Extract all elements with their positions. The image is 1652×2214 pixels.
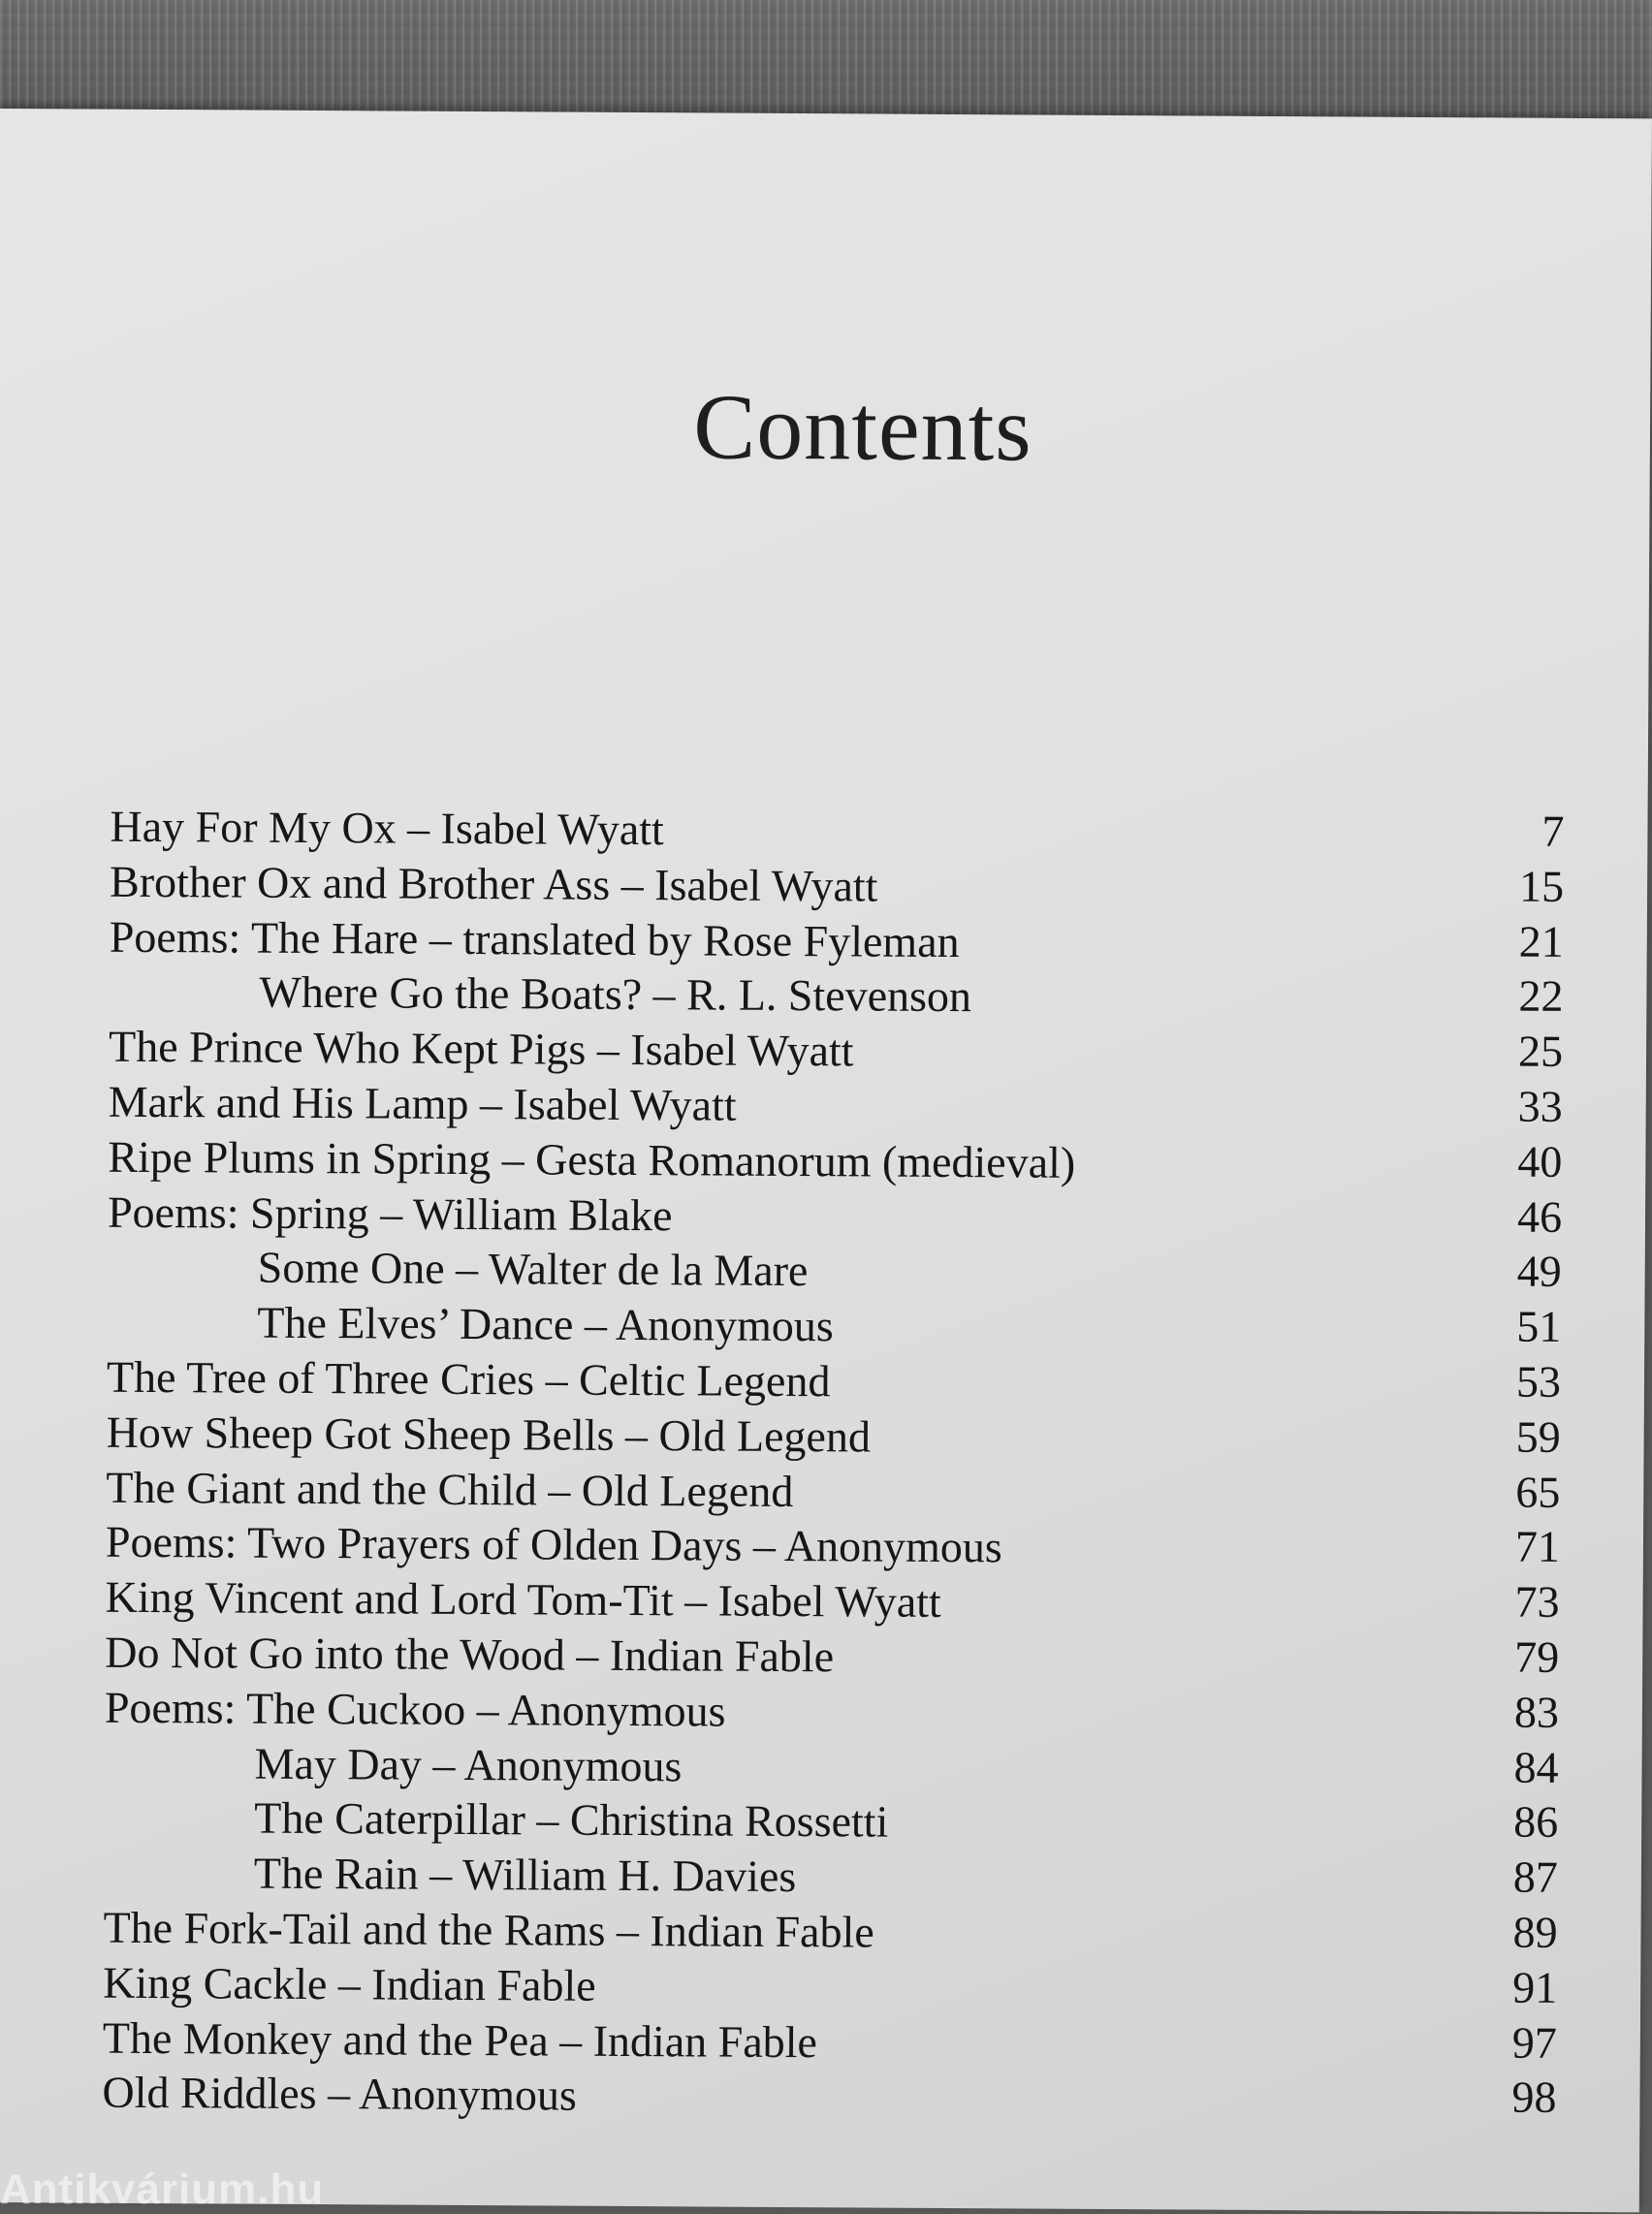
watermark-text: Antikvárium.hu	[0, 2166, 325, 2213]
toc-entry-title: The Fork-Tail and the Rams – Indian Fable	[103, 1902, 874, 1957]
toc-entry-page-number: 86	[1513, 1796, 1559, 1848]
toc-entry-page-number: 40	[1517, 1136, 1563, 1186]
toc-entry-title: Hay For My Ox – Isabel Wyatt	[110, 801, 664, 855]
toc-entry-title: The Prince Who Kept Pigs – Isabel Wyatt	[108, 1021, 854, 1076]
toc-entry	[105, 1570, 1559, 1634]
toc-entry-page-number: 65	[1515, 1467, 1561, 1517]
toc-entry	[104, 1790, 1558, 1854]
toc-entry-title: King Cackle – Indian Fable	[103, 1957, 596, 2010]
toc-entry-page-number: 91	[1512, 1962, 1558, 2012]
toc-entry-title: Poems: Two Prayers of Olden Days – Anonymous	[105, 1517, 1002, 1572]
toc-entry-title: The Monkey and the Pea – Indian Fable	[102, 2012, 818, 2067]
toc-entry-title: Where Go the Boats? – R. L. Stevenson	[259, 967, 972, 1022]
toc-entry-title: The Rain – William H. Davies	[253, 1848, 797, 1902]
toc-entry	[107, 1350, 1561, 1414]
toc-entry-title: The Elves’ Dance – Anonymous	[257, 1297, 834, 1351]
toc-entry	[103, 1901, 1557, 1965]
toc-entry-title: The Caterpillar – Christina Rossetti	[254, 1792, 889, 1847]
toc-entry-page-number: 59	[1515, 1411, 1561, 1462]
toc-entry-page-number: 79	[1514, 1631, 1560, 1682]
page-title: Contents	[693, 374, 1033, 481]
toc-entry-page-number: 22	[1518, 970, 1564, 1022]
toc-entry	[103, 1955, 1557, 2019]
toc-entry-title: Poems: Spring – William Blake	[107, 1186, 673, 1240]
toc-entry	[108, 1185, 1562, 1249]
toc-entry-title: Poems: The Hare – translated by Rose Fyleman	[109, 911, 960, 966]
toc-entry	[108, 1129, 1562, 1193]
toc-entry-page-number: 98	[1511, 2072, 1557, 2123]
toc-entry-title: Some One – Walter de la Mare	[257, 1243, 809, 1296]
toc-entry	[109, 1075, 1563, 1139]
toc-entry	[109, 1020, 1563, 1084]
toc-entry	[105, 1626, 1559, 1690]
book-page	[0, 109, 1652, 2212]
toc-entry	[104, 1846, 1558, 1910]
table-of-contents	[102, 800, 1564, 2130]
toc-entry	[106, 1515, 1560, 1579]
toc-entry-page-number: 97	[1511, 2017, 1557, 2068]
toc-entry-page-number: 25	[1517, 1026, 1564, 1077]
toc-entry	[107, 1295, 1561, 1359]
toc-entry	[103, 2010, 1557, 2074]
toc-entry	[105, 1680, 1559, 1744]
toc-entry-page-number: 33	[1517, 1081, 1563, 1131]
toc-entry-page-number: 87	[1512, 1851, 1559, 1902]
toc-entry-title: Mark and His Lamp – Isabel Wyatt	[108, 1076, 737, 1130]
toc-entry-title: The Giant and the Child – Old Legend	[106, 1462, 794, 1516]
toc-entry	[110, 800, 1564, 864]
toc-entry-title: Brother Ox and Brother Ass – Isabel Wyatt	[109, 856, 878, 911]
toc-entry	[110, 909, 1564, 973]
toc-entry-title: How Sheep Got Sheep Bells – Old Legend	[106, 1407, 872, 1462]
toc-entry-page-number: 51	[1516, 1301, 1562, 1352]
toc-entry-title: King Vincent and Lord Tom-Tit – Isabel Wyatt	[105, 1571, 941, 1628]
toc-entry	[102, 2066, 1556, 2130]
toc-entry	[106, 1405, 1560, 1469]
toc-entry-page-number: 53	[1515, 1356, 1562, 1407]
toc-entry	[109, 965, 1563, 1028]
toc-entry-title: Old Riddles – Anonymous	[102, 2068, 578, 2120]
toc-entry-title: Poems: The Cuckoo – Anonymous	[104, 1682, 726, 1736]
toc-entry-title: Ripe Plums in Spring – Gesta Romanorum (medieval)	[108, 1131, 1076, 1187]
toc-entry-page-number: 89	[1512, 1907, 1558, 1957]
toc-entry-page-number: 15	[1518, 861, 1565, 911]
toc-entry-page-number: 21	[1518, 916, 1564, 966]
toc-entry-page-number: 84	[1513, 1742, 1559, 1792]
toc-entry-page-number: 71	[1514, 1521, 1561, 1572]
toc-entry-page-number: 83	[1513, 1687, 1560, 1737]
toc-entry-title: May Day – Anonymous	[254, 1738, 683, 1790]
toc-entry	[110, 855, 1564, 919]
toc-entry-title: The Tree of Three Cries – Celtic Legend	[106, 1351, 831, 1407]
toc-entry-page-number: 7	[1541, 806, 1565, 856]
toc-entry-page-number: 46	[1516, 1191, 1563, 1242]
toc-entry-title: Do Not Go into the Wood – Indian Fable	[105, 1627, 835, 1682]
toc-entry	[108, 1240, 1562, 1304]
toc-entry-page-number: 73	[1514, 1576, 1560, 1628]
toc-entry-page-number: 49	[1516, 1246, 1562, 1297]
toc-entry	[104, 1735, 1558, 1799]
toc-entry	[106, 1460, 1560, 1524]
